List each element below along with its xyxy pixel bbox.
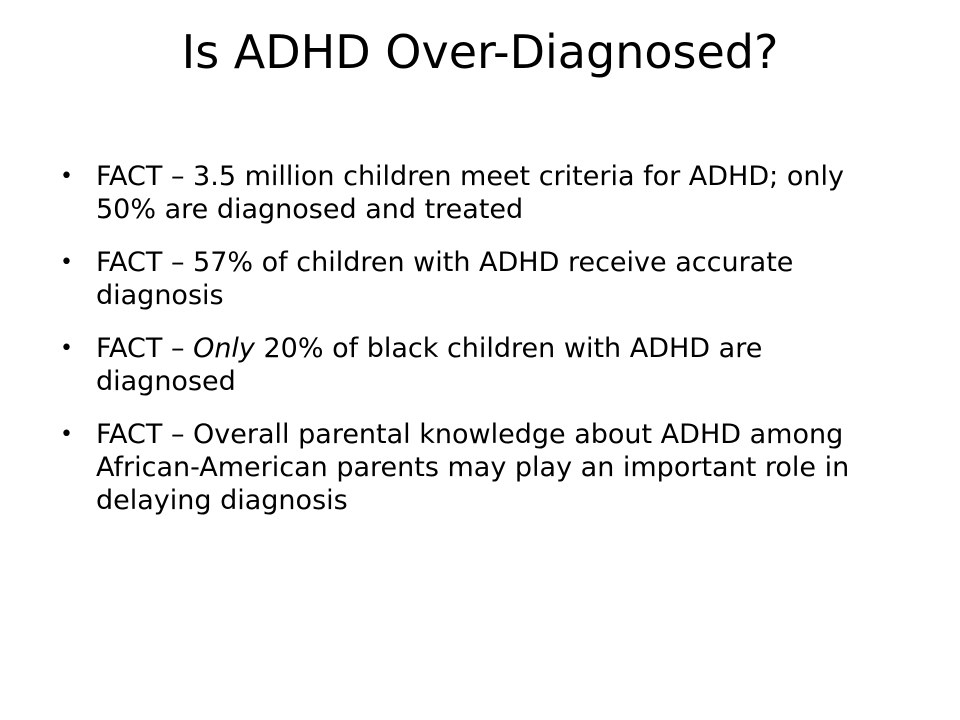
- bullet-dot-icon: •: [60, 336, 73, 361]
- bullet-list: [60, 160, 890, 537]
- bullet-item-3: [60, 332, 890, 398]
- bullet-text: FACT – Overall parental knowledge about ADHD among African-American parents may play an important role in delaying diagnosis: [96, 419, 850, 516]
- bullet-text: FACT – 57% of children with ADHD receive accurate diagnosis: [96, 247, 794, 311]
- bullet-text-suffix: 20% of black children with ADHD are diagnosed: [96, 333, 763, 397]
- bullet-item-1: [60, 160, 890, 226]
- bullet-text-emphasis: Only: [193, 333, 255, 364]
- bullet-text: FACT – 3.5 million children meet criteria for ADHD; only 50% are diagnosed and treated: [96, 161, 844, 225]
- bullet-item-2: [60, 246, 890, 312]
- bullet-dot-icon: •: [60, 164, 73, 189]
- bullet-dot-icon: •: [60, 422, 73, 447]
- bullet-text-prefix: FACT –: [96, 333, 194, 364]
- bullet-dot-icon: •: [60, 250, 73, 275]
- bullet-item-4: [60, 418, 890, 517]
- slide-title: Is ADHD Over-Diagnosed?: [181, 25, 779, 79]
